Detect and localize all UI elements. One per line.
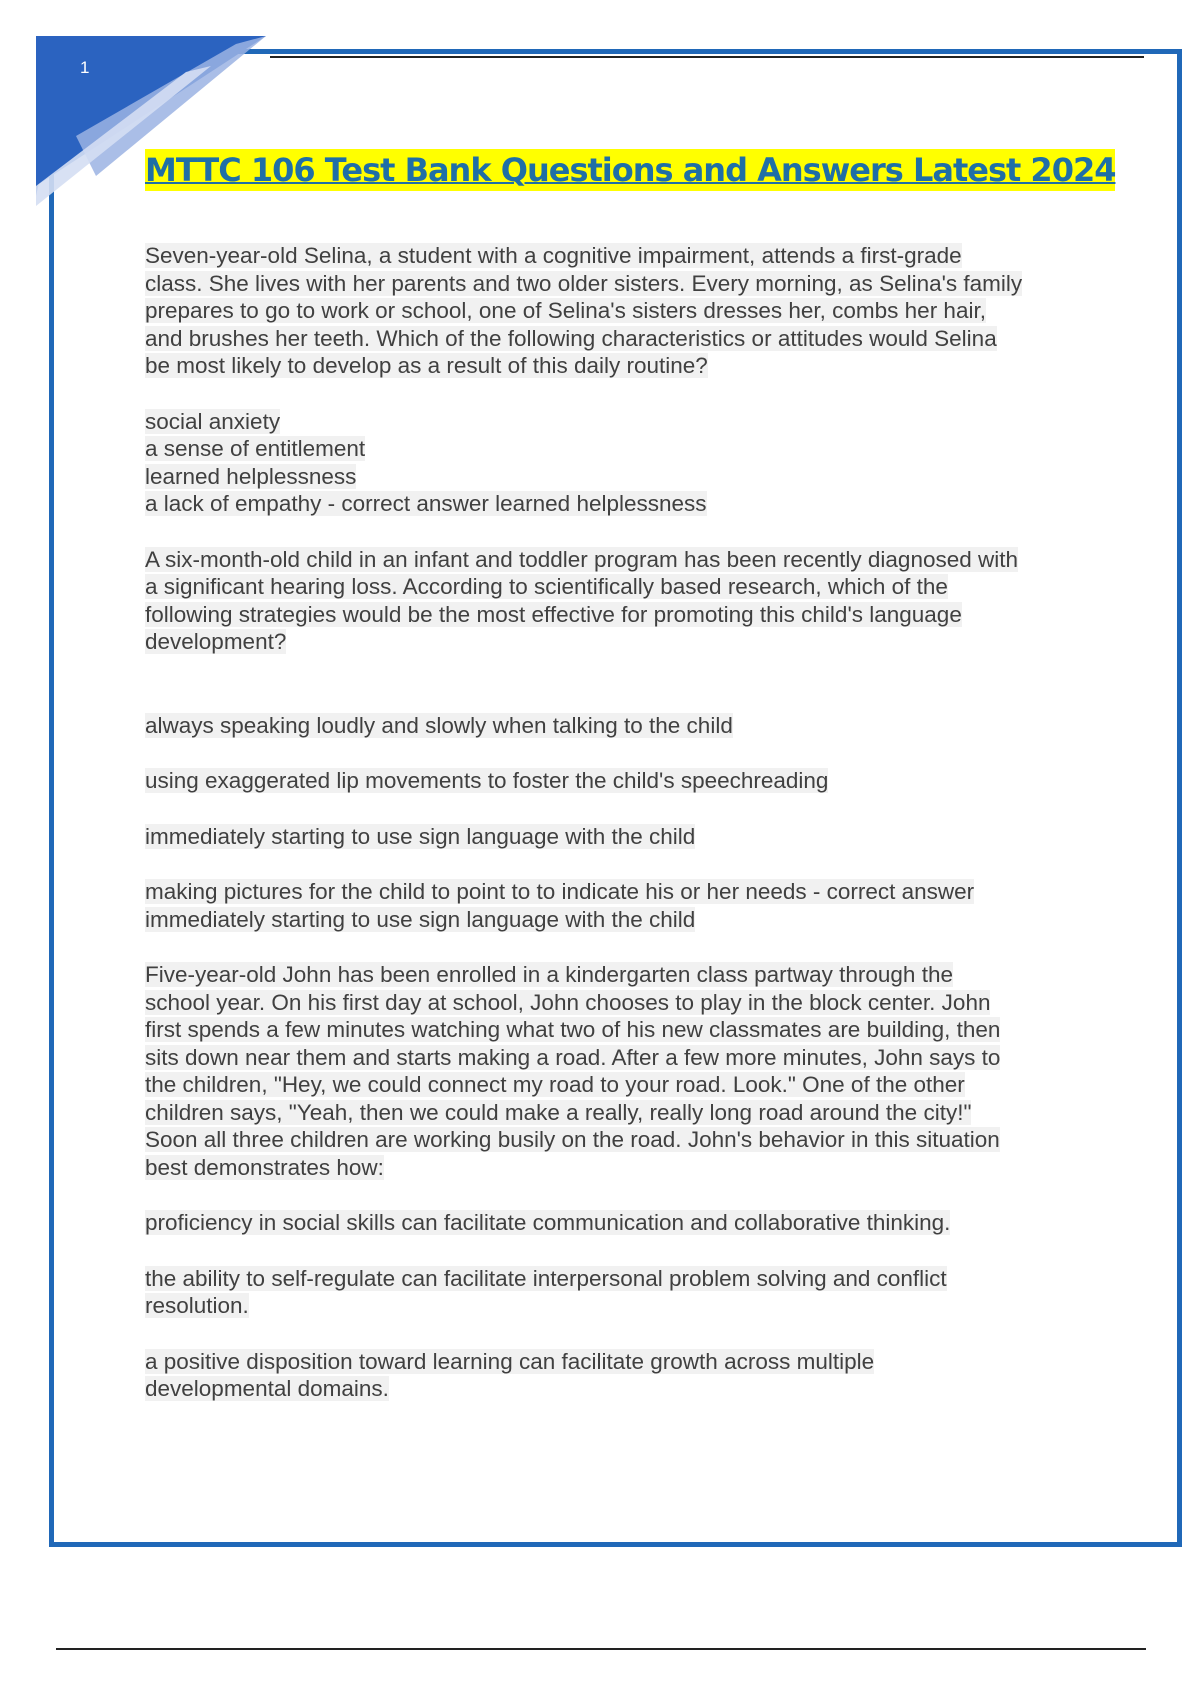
question-2-option-4: making pictures for the child to point to to indicate his or her needs - correct answer immediately starting to use sign language with the child [145,879,975,932]
question-3-option [145,1265,1095,1320]
question-1-options-text: social anxiety a sense of entitlement learned helplessness a lack of empathy - correct answer learned helplessness [145,408,707,516]
header-rule [270,56,1144,58]
question-2-stem [145,546,1095,656]
question-2-option [145,823,1095,851]
question-2-stem-text: A six-month-old child in an infant and toddler program has been recently diagnosed with a significant hearing loss. According to scientifically based research, which of the following strategies would be the most effective for promoting this child's language development? [145,546,1019,654]
question-3-stem-text: Five-year-old John has been enrolled in a kindergarten class partway through the school year. On his first day at school, John chooses to play in the block center. John first spends a few minutes watching what two of his new classmates are building, then sits down near them and starts making a road. After a few more minutes, John says to the children, "Hey, we could connect my road to your road. Look." One of the other children says, "Yeah, then we could make a really, really long road around the city!" Soon all three children are working busily on the road. John's behavior in this situation best demonstrates how: [145,962,1001,1180]
question-3-option [145,1348,1095,1403]
page-number: 1 [80,58,90,77]
footer-rule [56,1648,1146,1650]
question-3-option-c: a positive disposition toward learning can facilitate growth across multiple developmental domains. [145,1348,875,1401]
page-title: MTTC 106 Test Bank Questions and Answers Latest 2024 [145,151,1116,189]
question-3-option [145,1209,1095,1237]
question-2-option [145,878,1095,933]
question-3-option-a: proficiency in social skills can facilitate communication and collaborative thinking. [145,1210,951,1235]
question-1-stem [145,242,1095,380]
question-3-option-b: the ability to self-regulate can facilitate interpersonal problem solving and conflict resolution. [145,1265,947,1318]
question-1-stem-text: Seven-year-old Selina, a student with a cognitive impairment, attends a first-grade class. She lives with her parents and two older sisters. Every morning, as Selina's family prepares to go to work or school, one of Selina's sisters dresses her, combs her hair, and brushes her teeth. Which of the following characteristics or attitudes would Selina be most likely to develop as a result of this daily routine? [145,243,1023,378]
title-block [145,149,1116,191]
question-2-option-1: always speaking loudly and slowly when talking to the child [145,712,733,738]
question-1-options [145,408,1095,518]
question-2-option [145,767,1095,795]
question-2-option [145,712,1095,740]
question-3-stem [145,961,1095,1181]
question-2-option-2: using exaggerated lip movements to foster the child's speechreading [145,768,829,793]
document-body [145,242,1095,1403]
question-2-option-3: immediately starting to use sign language with the child [145,823,696,849]
